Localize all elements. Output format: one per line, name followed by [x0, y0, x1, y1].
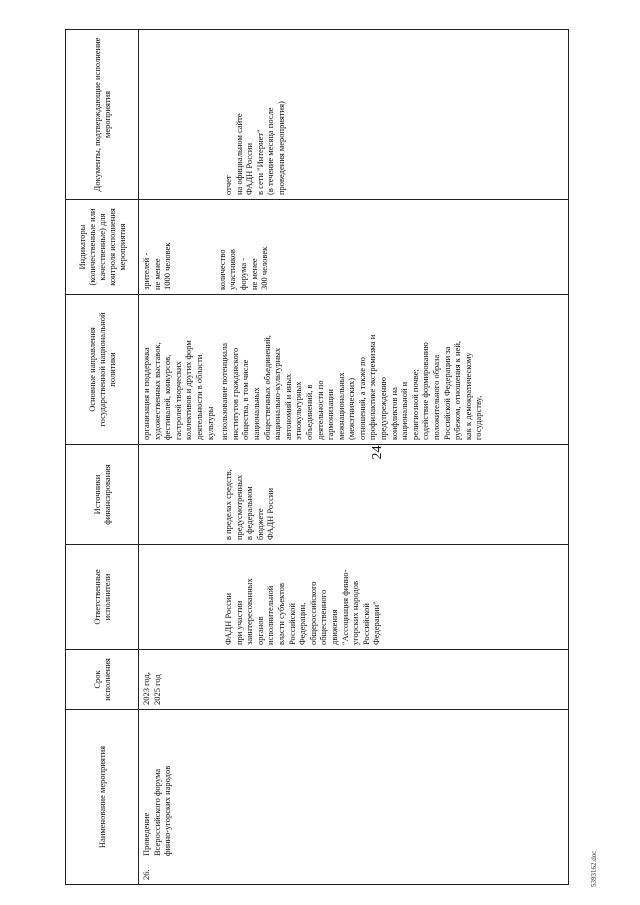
row26-documents	[139, 30, 569, 200]
header-indicators: Индикаторы (количественные или качественные) для контроля исполнения мероприятия	[66, 200, 139, 295]
row26-directions-line: национальной и	[399, 381, 410, 440]
row26-executors-line: власти субъектов	[275, 582, 286, 645]
row26-funding-line: бюджете	[254, 508, 265, 540]
row26-directions-line: как к демократическому	[462, 352, 473, 440]
row26-funding	[139, 445, 569, 545]
row26-executors-line: Российской	[286, 603, 297, 645]
row26-executors-line: угорских народов	[350, 580, 361, 645]
spacer	[173, 204, 217, 290]
row26-indicators-line: количество	[216, 249, 227, 290]
row26-directions-line: деятельности по	[314, 380, 325, 440]
continuation-directions-line: организация и поддержка	[141, 347, 151, 440]
row26-executors-line: общественного	[318, 589, 329, 645]
row26-directions-line: объединений, в	[303, 384, 314, 440]
row26-funding-line: в пределах средств,	[223, 469, 233, 540]
row26-directions-line: этнокультурных	[293, 381, 304, 440]
row26-executors-line: Федерации,	[297, 602, 308, 645]
directions-cell	[139, 295, 569, 445]
row26-indicators-line: 300 человек	[259, 246, 270, 290]
row26-directions-line: общества, в том числе	[240, 359, 251, 440]
row26-directions-line: общественных объединений,	[261, 335, 272, 440]
row26-directions-line: государству,	[473, 395, 484, 440]
row26-directions-line: использование потенциала	[219, 342, 230, 440]
row26-executors-line: движения	[328, 609, 339, 645]
row26-term	[139, 650, 569, 710]
row26-executors-line: органов	[254, 616, 265, 645]
header-name: Наименование мероприятия	[66, 710, 139, 885]
row26-documents-line: на официальном сайте	[233, 113, 244, 195]
table-row	[139, 30, 569, 885]
indicators-cell	[139, 200, 569, 295]
row26-name	[139, 710, 569, 885]
row26-indicators-line: участников	[227, 249, 238, 290]
row26-directions-line: гармонизации	[325, 389, 336, 440]
row26-documents-line: (в течение месяца после	[265, 107, 276, 195]
continuation-directions-line: культуры	[204, 406, 215, 440]
row26-documents-line: проведения мероприятия)	[275, 101, 286, 195]
row26-directions-line: автономий и иных	[282, 373, 293, 440]
row26-directions-line: профилактике экстремизма и	[367, 334, 378, 440]
continuation-indicators-line: зрителей -	[141, 252, 151, 290]
header-documents: Документы, подтверждающие исполнение мероприятия	[66, 30, 139, 200]
row26-executors-line: ФАДН России	[223, 592, 233, 645]
row26-executors-line: заинтересованных	[244, 578, 255, 645]
row26-directions-line: рубежом, отношения к ней,	[452, 341, 463, 440]
row26-executors-line: общероссийского	[307, 581, 318, 645]
row26-directions-line: содействие формированию	[420, 342, 431, 440]
row26-name-line: Проведение	[141, 812, 151, 856]
row26-directions-line: Российской Федерации за	[441, 346, 452, 440]
row26-directions-line: национальных	[250, 387, 261, 440]
row26-funding-line: в федеральном	[244, 486, 255, 540]
row26-documents-line: ФАДН России	[244, 142, 255, 195]
spacer	[141, 34, 223, 195]
row26-term-line: 2023 год,	[141, 672, 151, 705]
row26-directions-line: межнациональных	[335, 372, 346, 440]
row26-executors-line: при участии	[233, 600, 244, 645]
row26-number: 26.	[141, 869, 151, 880]
row26-documents-line: в сети "Интернет"	[254, 129, 265, 195]
row26-indicators-line: форума -	[237, 257, 248, 290]
row26-directions-line: религиозной почве;	[409, 369, 420, 440]
row26-term-line: 2025 год	[151, 674, 162, 705]
row26-name-line: финно-угорских народов	[162, 765, 173, 856]
row26-executors-line: Российской	[360, 603, 371, 645]
row26-executors	[139, 545, 569, 650]
row26-executors-line: Федерации"	[371, 601, 382, 645]
header-row	[66, 30, 139, 885]
row26-directions-line: конфликтов на	[388, 387, 399, 440]
spacer	[141, 549, 223, 645]
row26-directions-line: положительного образа	[431, 354, 442, 440]
page-number: 24	[370, 445, 385, 460]
spacer	[141, 449, 223, 540]
header-funding: Источники финансирования	[66, 445, 139, 545]
header-directions: Основные направления государственной национальной политики	[66, 295, 139, 445]
row26-directions-line: (межэтнических)	[346, 377, 357, 440]
row26-indicators-line: не менее	[248, 258, 259, 290]
row26-documents-line: отчет	[223, 175, 233, 195]
row26-directions-line: институтов гражданского	[229, 347, 240, 440]
continuation-directions-line: коллективов и других форм	[183, 340, 194, 440]
row26-directions-line: предупреждению	[378, 376, 389, 440]
continuation-directions-line: художественных выставок,	[151, 342, 162, 440]
document-reference: 5393162.doc	[590, 850, 598, 887]
row26-funding-line: ФАДН России	[265, 487, 276, 540]
continuation-indicators-line: не менее	[151, 258, 162, 290]
header-executors: Ответственные исполнители	[66, 545, 139, 650]
row26-funding-line: предусмотренных	[233, 474, 244, 540]
continuation-directions-line: гастролей творческих	[172, 361, 183, 440]
continuation-indicators-line: 1000 человек	[162, 242, 173, 290]
row26-name-line: Всероссийского форума	[151, 768, 162, 856]
measures-table	[65, 29, 569, 885]
row26-executors-line: "Ассоциация финно-	[339, 569, 350, 645]
header-term: Срок исполнения	[66, 650, 139, 710]
continuation-directions-line: деятельности в области	[193, 354, 204, 440]
row26-executors-line: исполнительной	[265, 585, 276, 645]
row26-directions-line: национально-культурных	[272, 347, 283, 440]
continuation-directions-line: фестивалей, конкурсов,	[162, 354, 173, 440]
row26-directions-line: отношений, а также по	[356, 357, 367, 440]
